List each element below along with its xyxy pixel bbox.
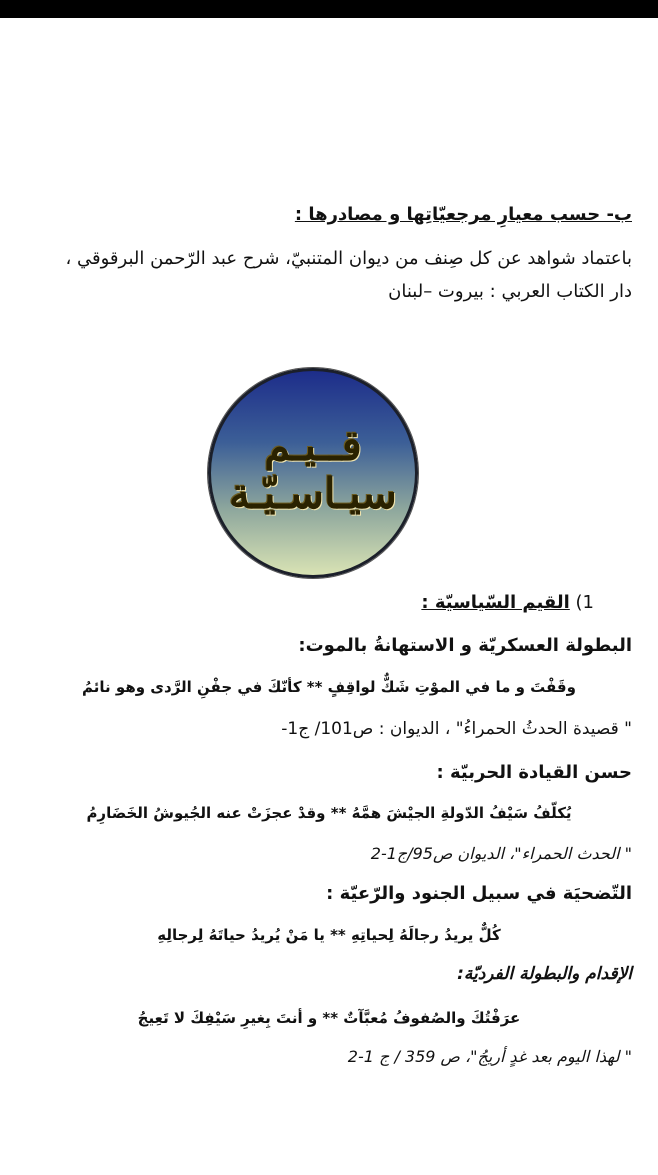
part1-title: القيم السّياسيّة : xyxy=(421,592,570,613)
military-leadership-heading: حسن القيادة الحربيّة : xyxy=(436,762,632,783)
sacrifice-verse: كُلٌّ يريدُ رجالَهُ لِحياتِهِ ** يا مَنْ يُريدُ حياتَهُ لِرجالِهِ xyxy=(157,926,501,944)
courage-verse: عرَفْتُكَ والصُفوفُ مُعبَّآتٌ ** و أنتَ بِغيرِ سَيْفِكَ لا تَعِيجُ xyxy=(137,1009,521,1027)
military-heroism-verse: وقَفْتَ و ما في الموْتِ شَكٌّ لواقِفٍ ** كأنّكَ في جفْنِ الرَّدى وهو نائمُ xyxy=(82,678,576,696)
courage-source: " لهذا اليوم بعد غدٍ أريجُ"، ص 359 / ج 1-2 xyxy=(347,1047,632,1066)
military-heroism-heading: البطولة العسكريّة و الاستهانةُ بالموت: xyxy=(298,635,632,656)
top-black-bar xyxy=(0,0,658,18)
badge-line2: سيـاسـيّـة xyxy=(229,469,397,518)
sacrifice-heading: التّضحيَة في سبيل الجنود والرّعيّة : xyxy=(326,883,632,904)
courage-heading: الإقدام والبطولة الفرديّة: xyxy=(457,964,632,984)
military-heroism-source: " قصيدة الحدثُ الحمراءُ" ، الديوان : ص101/ ج1- xyxy=(281,719,632,739)
military-leadership-verse: يُكلّفُ سَيْفُ الدّولةِ الجيْشَ همَّهُ ** وقدْ عجزَتْ عنه الجُيوشُ الخَضَارِمُ xyxy=(86,804,572,822)
badge-line1: قــيـم xyxy=(264,421,362,470)
part1-title-row xyxy=(421,592,594,613)
section-b-paragraph-line1: باعتماد شواهد عن كل صِنف من ديوان المتنبيّ، شرح عبد الرّحمن البرقوقي ، xyxy=(65,248,632,269)
section-b-heading: ب- حسب معيارِ مرجعيّاتِها و مصادرها : xyxy=(294,204,632,225)
section-b-paragraph-line2: دار الكتاب العربي : بيروت –لبنان xyxy=(388,281,632,302)
military-leadership-source: " الحدث الحمراء"، الديوان ص95/ج1-2 xyxy=(370,844,632,863)
political-values-badge xyxy=(208,368,418,578)
part1-number: 1) xyxy=(575,592,594,613)
